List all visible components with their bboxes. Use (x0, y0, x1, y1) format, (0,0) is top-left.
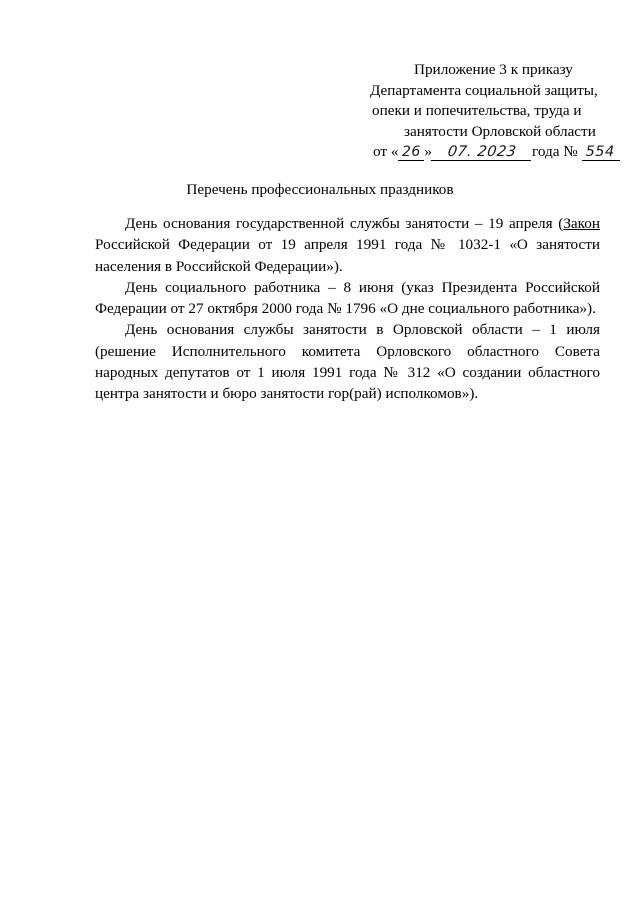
date-prefix: от « (373, 143, 399, 160)
handwritten-day: 26 (398, 144, 424, 161)
document-title: Перечень профессиональных праздников (186, 181, 454, 198)
law-link[interactable]: Закон (563, 215, 600, 232)
list-item-social-worker-day: День социального работника – 8 июня (указ Президента Российской Федерации от 27 октября 2000 года № 1796 «О дне социального работника»). (95, 278, 600, 318)
paragraph-lead: День основания государственной службы занятости – 19 апреля ( (125, 215, 564, 232)
paragraph-tail: Российской Федерации от 19 апреля 1991 года № 1032-1 «О занятости населения в Российской Федерации»). (95, 236, 600, 275)
date-close-quote: » (424, 143, 433, 160)
holidays-list (95, 213, 600, 405)
header-line-region: занятости Орловской области (404, 122, 596, 140)
header-line-guardianship: опеки и попечительства, труда и (372, 102, 582, 119)
order-date-line (330, 142, 615, 163)
header-line-appendix: Приложение 3 к приказу (414, 61, 573, 78)
header-line-department: Департамента социальной защиты, (370, 81, 598, 99)
list-item-employment-service-day (95, 213, 600, 277)
date-suffix: года № (532, 143, 578, 160)
handwritten-month-year: 07. 2023 (431, 144, 533, 161)
appendix-header (330, 60, 615, 163)
list-item-oryol-employment-day: День основания службы занятости в Орловской области – 1 июля (решение Исполнительного комитета Орловского областного Совета народных депутатов от 1 июля 1991 года № 312 «О создании областного центра занятости и бюро занятости гор(рай) исполкомов»). (95, 321, 600, 403)
handwritten-order-number: 554 (582, 144, 620, 161)
